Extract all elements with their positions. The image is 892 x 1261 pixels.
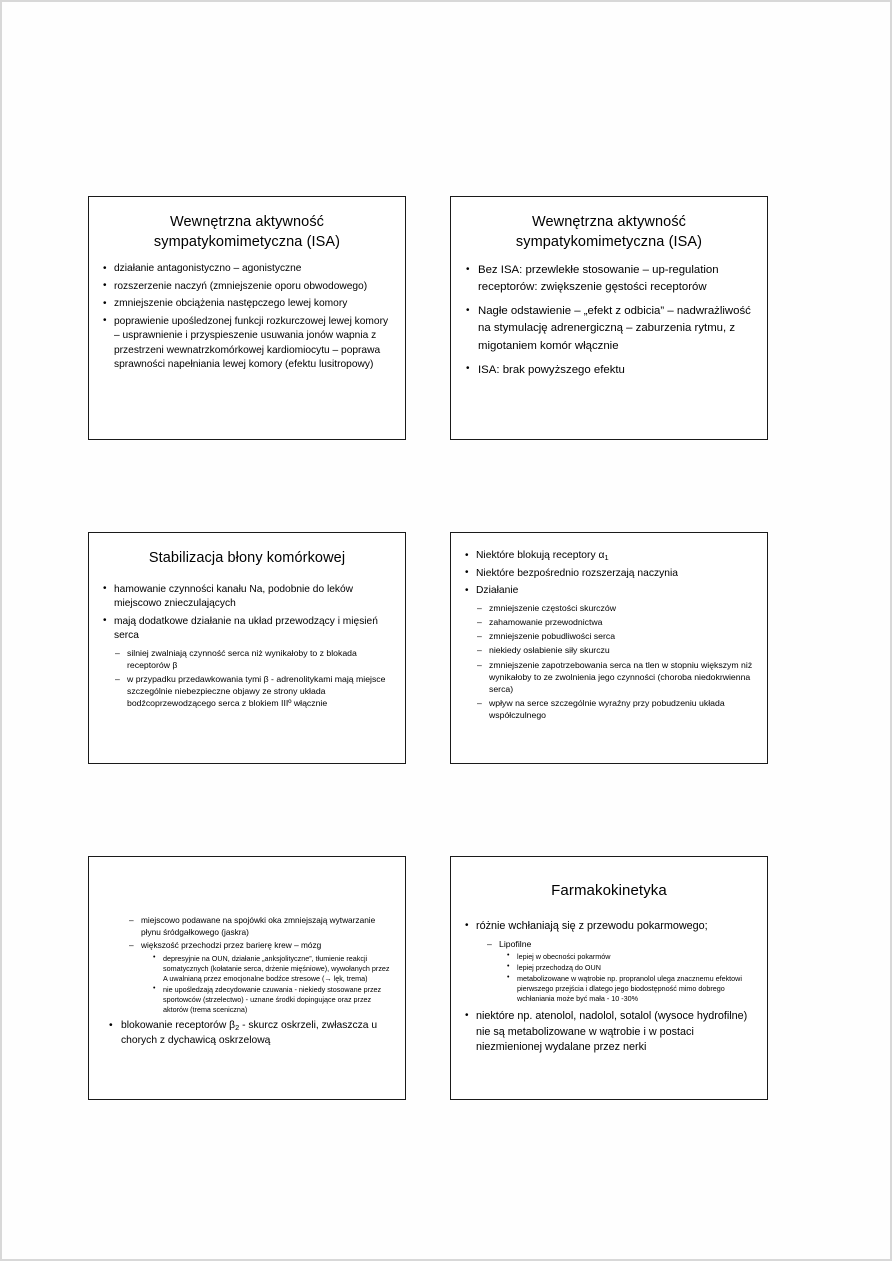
slide-1-bullet-2: • rozszerzenie naczyń (zmniejszenie oporu obwodowego)	[101, 280, 393, 294]
slide-3-bullets	[101, 583, 393, 644]
slide-4-sub-bullet-5: – zmniejszenie zapotrzebowania serca na tlen w stopniu większym niż wynikałoby to ze zwolnienia jego czynności (choroba niedokrwienna serca)	[477, 659, 755, 696]
scan-edge-mark-top	[0, 0, 892, 2]
slide-2-bullets	[463, 262, 755, 379]
slide-6-sub-bullets	[463, 938, 755, 950]
slide-4-sub-bullet-2: – zahamowanie przewodnictwa	[477, 616, 755, 628]
scan-edge-mark-left	[0, 0, 2, 1261]
slide-6-sub-sub-bullets	[463, 952, 755, 1004]
slide-6-sub-sub-bullet-2: • lepiej przechodzą do OUN	[507, 963, 755, 973]
slide-1-title-line-2: sympatykomimetyczna (ISA)	[153, 233, 341, 250]
slide-2-bullet-3: • ISA: brak powyższego efektu	[463, 362, 755, 379]
slide-1-title	[105, 213, 389, 252]
slide-3-sub-bullet-2: – w przypadku przedawkowania tymi β - adrenolitykami mają miejsce szczególnie niebezpieczne objawy ze strony układa bodźcoprzewodzącego serca z blokiem IIIº włącznie	[115, 673, 393, 710]
slide-4-sub-bullets	[463, 602, 755, 722]
slide-4-sub-bullet-3: – zmniejszenie pobudliwości serca	[477, 630, 755, 642]
slide-1-title-line-1: Wewnętrzna aktywność	[169, 214, 325, 230]
slide-1-bullet-3: • zmniejszenie obciążenia następczego lewej komory	[101, 297, 393, 311]
slide-6-bullet-1: • różnie wchłaniają się z przewodu pokarmowego;	[463, 919, 755, 934]
slide-5	[88, 856, 406, 1100]
slide-5-sub-sub-bullet-1: • depresyjnie na OUN, działanie „anksjolityczne”, tłumienie reakcji somatycznych (kołatanie serca, drżenie mięśniowe), wywołanych przez A uwalnianą przez emocjonalne bodźce stresowe (→ lęk, trema)	[153, 954, 395, 984]
slide-3-sub-bullets	[101, 647, 393, 710]
slide-4-sub-bullet-6: – wpływ na serce szczególnie wyraźny przy pobudzeniu układa współczulnego	[477, 697, 755, 721]
slide-2-title	[467, 213, 751, 252]
slide-3-bullet-2: • mają dodatkowe działanie na układ przewodzący i mięsień serca	[101, 615, 393, 644]
slide-1-bullet-1: • działanie antagonistyczno – agonistyczne	[101, 262, 393, 276]
slide-4	[450, 532, 768, 764]
slide-4-sub-bullet-4: – niekiedy osłabienie siły skurczu	[477, 644, 755, 656]
slides-row-1	[88, 196, 768, 440]
slide-6-title	[467, 881, 751, 901]
slide-4-bullet-3: • Działanie	[463, 584, 755, 599]
slide-2-title-line-1: Wewnętrzna aktywność	[531, 214, 687, 230]
slide-3-title	[105, 549, 389, 569]
slide-5-sub-bullets	[99, 915, 395, 952]
slide-5-sub-bullet-2: – większość przechodzi przez barierę krew – mózg	[129, 940, 395, 952]
slide-6-title-line-1: Farmakokinetyka	[551, 882, 667, 899]
slide-3-title-line-1: Stabilizacja błony komórkowej	[148, 550, 346, 566]
slide-4-sub-bullet-1: – zmniejszenie częstości skurczów	[477, 602, 755, 614]
slide-1-bullet-4: • poprawienie upośledzonej funkcji rozkurczowej lewej komory – usprawnienie i przyspieszenie usuwania jonów wapnia z przestrzeni wewnatrzkomórkowej kardiomiocytu – poprawa sprawności napełniania lewej komory (efektu lusitropowy)	[101, 315, 393, 373]
slide-3	[88, 532, 406, 764]
slide-6-sub-sub-bullet-3: • metabolizowane w wątrobie np. propranolol ulega znacznemu efektowi pierwszego przejścia i dlatego jego biodostępność mimo dobrego wchłaniania może być mała - 10 -30%	[507, 974, 755, 1004]
slide-5-bullet-final: • blokowanie receptorów $\beta_2$ - skurcz oskrzeli, zwłaszcza u chorych z dychawicą oskrzelową	[99, 1019, 395, 1049]
slide-3-bullet-1: • hamowanie czynności kanału Na, podobnie do leków miejscowo znieczulających	[101, 583, 393, 612]
slide-1-bullets	[101, 262, 393, 372]
slide-4-bullet-2: • Niektóre bezpośrednio rozszerzają naczynia	[463, 567, 755, 582]
slide-3-sub-bullet-1: – silniej zwalniają czynność serca niż wynikałoby to z blokada receptorów β	[115, 647, 393, 671]
slide-1	[88, 196, 406, 440]
slides-grid	[88, 196, 768, 1192]
slide-6-sub-sub-bullet-1: • lepiej w obecności pokarmów	[507, 952, 755, 962]
slide-5-sub-bullet-1: – miejscowo podawane na spojówki oka zmniejszają wytwarzanie płynu śródgałkowego (jaskra)	[129, 915, 395, 938]
slide-6-sub-bullet-1: – Lipofilne	[487, 938, 755, 950]
slide-6	[450, 856, 768, 1100]
slide-4-bullets	[463, 549, 755, 599]
slide-2-bullet-1: • Bez ISA: przewlekłe stosowanie – up-regulation receptorów: zwiększenie gęstości receptorów	[463, 262, 755, 296]
slide-4-bullet-1: • Niektóre blokują receptory $\alpha_1$	[463, 549, 755, 564]
slides-row-2	[88, 532, 768, 764]
slides-row-3	[88, 856, 768, 1100]
slide-6-bullet-2: • niektóre np. atenolol, nadolol, sotalol (wysoce hydrofilne) nie są metabolizowane w wątrobie i w postaci niezmienionej wydalane przez nerki	[463, 1009, 755, 1055]
slide-5-sub-sub-bullets	[99, 954, 395, 1015]
slide-2	[450, 196, 768, 440]
slide-2-title-line-2: sympatykomimetyczna (ISA)	[515, 233, 703, 250]
slide-5-sub-sub-bullet-2: • nie upośledzają zdecydowanie czuwania - niekiedy stosowane przez sportowców (strzelectwo) - uznane środki dopingujące oraz przez aktorów (trema sceniczna)	[153, 985, 395, 1015]
slide-6-bullets-2	[463, 1009, 755, 1055]
slide-2-bullet-2: • Nagłe odstawienie – „efekt z odbicia” – nadwrażliwość na stymulację adrenergiczną – zaburzenia rytmu, z migotaniem komór włącznie	[463, 303, 755, 354]
slide-6-bullets	[463, 919, 755, 934]
